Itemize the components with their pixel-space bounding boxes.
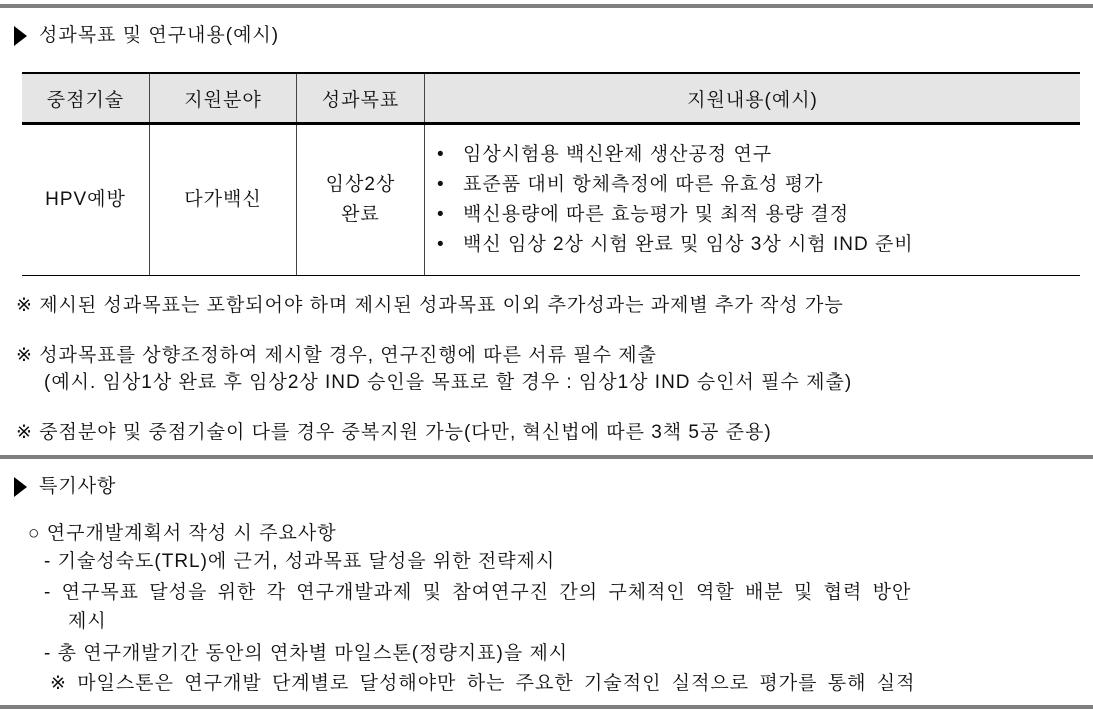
triangle-bullet-icon [14, 26, 27, 46]
section-title: 성과목표 및 연구내용(예시) [39, 25, 280, 46]
bullet-icon: • [437, 204, 445, 225]
cell-tech: HPV예방 [22, 124, 150, 276]
dash-icon: - [44, 551, 52, 572]
bottom-divider [0, 705, 1093, 709]
remark-item-continued: 제시 [68, 611, 107, 632]
header-content: 지원내용(예시) [425, 73, 1081, 124]
note-1 [16, 290, 844, 317]
circle-bullet-icon: ○ [28, 523, 41, 544]
note-text: 제시된 성과목표는 포함되어야 하며 제시된 성과목표 이외 추가성과는 과제별 추가 작성 가능 [39, 295, 844, 316]
list-item [437, 200, 1079, 230]
item-text: 임상시험용 백신완제 생산공정 연구 [463, 144, 773, 165]
note-3 [16, 417, 772, 444]
note-text: 성과목표를 상향조정하여 제시할 경우, 연구진행에 따른 서류 필수 제출 [39, 345, 657, 366]
cell-content [425, 124, 1081, 276]
cell-goal [297, 124, 425, 276]
bullet-icon: • [437, 174, 445, 195]
section-heading-remarks [14, 471, 116, 498]
item-text: 표준품 대비 항체측정에 따른 유효성 평가 [463, 174, 824, 195]
remark-item [44, 577, 911, 604]
item-text: 백신 임상 2상 시험 완료 및 임상 3상 시험 IND 준비 [463, 234, 914, 255]
list-item [437, 140, 1079, 170]
goals-table [22, 72, 1080, 276]
header-tech: 중점기술 [22, 73, 150, 124]
note-text: 마일스톤은 연구개발 단계별로 달성해야만 하는 주요한 기술적인 실적으로 평가를 통해 실적 [77, 673, 916, 694]
remark-item [44, 638, 568, 665]
table-row [22, 124, 1080, 276]
bullet-icon: • [437, 144, 445, 165]
remark-note [50, 668, 915, 695]
goal-line: 임상2상 [325, 174, 396, 195]
item-text: 기술성숙도(TRL)에 근거, 성과목표 달성을 위한 전략제시 [57, 551, 556, 572]
cell-field: 다가백신 [150, 124, 297, 276]
section-heading-goals [14, 20, 279, 47]
dash-icon: - [44, 582, 52, 603]
goal-line: 완료 [341, 204, 380, 225]
header-field: 지원분야 [150, 73, 297, 124]
reference-mark-icon: ※ [16, 345, 33, 366]
top-divider [0, 4, 1093, 8]
reference-mark-icon: ※ [16, 422, 33, 443]
note-2-example: (예시. 임상1상 완료 후 임상2상 IND 승인을 목표로 할 경우 : 임상1상 IND 승인서 필수 제출) [44, 372, 853, 393]
triangle-bullet-icon [14, 477, 27, 497]
remarks-heading [28, 518, 337, 545]
list-item [437, 230, 1079, 260]
note-2 [16, 340, 657, 367]
reference-mark-icon: ※ [16, 295, 33, 316]
remark-item [44, 546, 555, 573]
middle-divider [0, 455, 1093, 459]
item-text: 총 연구개발기간 동안의 연차별 마일스톤(정량지표)을 제시 [57, 643, 569, 664]
item-text: 백신용량에 따른 효능평가 및 최적 용량 결정 [463, 204, 850, 225]
reference-mark-icon: ※ [50, 673, 67, 694]
bullet-icon: • [437, 234, 445, 255]
header-goal: 성과목표 [297, 73, 425, 124]
item-text: 연구목표 달성을 위한 각 연구개발과제 및 참여연구진 간의 구체적인 역할 배분 및 협력 방안 [61, 582, 912, 603]
note-text: 중점분야 및 중점기술이 다를 경우 중복지원 가능(다만, 혁신법에 따른 3책 5공 준용) [39, 422, 772, 443]
list-item [437, 170, 1079, 200]
section-title: 특기사항 [39, 476, 117, 497]
heading-text: 연구개발계획서 작성 시 주요사항 [46, 523, 337, 544]
dash-icon: - [44, 643, 52, 664]
